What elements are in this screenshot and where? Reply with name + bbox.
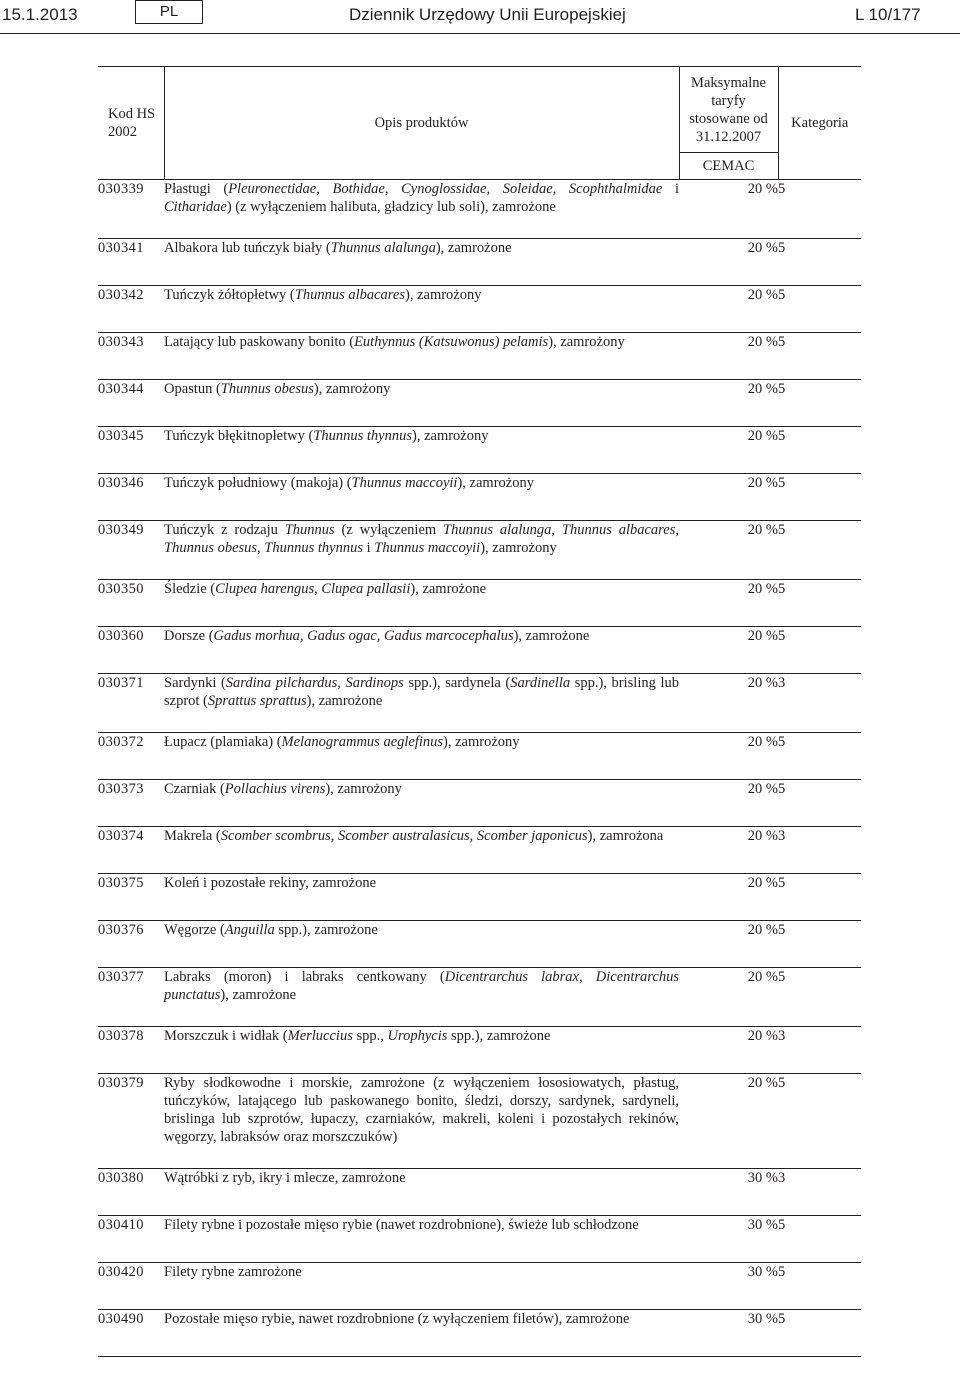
description-cell: Pozostałe mięso rybie, nawet rozdrobnione (z wyłączeniem filetów), zamrożone bbox=[164, 1310, 679, 1357]
hs-code-cell: 030380 bbox=[98, 1169, 164, 1216]
category-cell: 5 bbox=[778, 286, 861, 333]
header-rule bbox=[0, 33, 960, 34]
hs-code-cell: 030371 bbox=[98, 674, 164, 733]
table-row bbox=[98, 286, 861, 333]
description-cell: Dorsze (Gadus morhua, Gadus ogac, Gadus marcocephalus), zamrożone bbox=[164, 627, 679, 674]
language-badge: PL bbox=[135, 0, 203, 24]
hs-code-cell: 030345 bbox=[98, 427, 164, 474]
table-row bbox=[98, 1074, 861, 1169]
table-row bbox=[98, 1169, 861, 1216]
description-cell: Filety rybne i pozostałe mięso rybie (nawet rozdrobnione), świeże lub schłodzone bbox=[164, 1216, 679, 1263]
hs-code-cell: 030339 bbox=[98, 180, 164, 239]
description-cell: Tuńczyk błękitnopłetwy (Thunnus thynnus), zamrożony bbox=[164, 427, 679, 474]
hs-code-header-line1: Kod HS bbox=[108, 106, 156, 122]
description-cell: Śledzie (Clupea harengus, Clupea pallasii), zamrożone bbox=[164, 580, 679, 627]
description-cell: Tuńczyk południowy (makoja) (Thunnus maccoyii), zamrożony bbox=[164, 474, 679, 521]
hs-code-cell: 030490 bbox=[98, 1310, 164, 1357]
description-cell: Tuńczyk żółtopłetwy (Thunnus albacares), zamrożony bbox=[164, 286, 679, 333]
rate-cell: 20 % bbox=[679, 627, 778, 674]
category-cell: 3 bbox=[778, 1027, 861, 1074]
table-row bbox=[98, 968, 861, 1027]
category-cell: 5 bbox=[778, 474, 861, 521]
table-row bbox=[98, 180, 861, 239]
category-cell: 5 bbox=[778, 921, 861, 968]
rate-cell: 20 % bbox=[679, 286, 778, 333]
table-row bbox=[98, 921, 861, 968]
rate-cell: 20 % bbox=[679, 1027, 778, 1074]
category-cell: 5 bbox=[778, 1216, 861, 1263]
category-cell: 5 bbox=[778, 427, 861, 474]
rate-header-line2: stosowane od bbox=[689, 110, 768, 127]
rate-cell: 30 % bbox=[679, 1169, 778, 1216]
rate-cell: 20 % bbox=[679, 474, 778, 521]
category-cell: 5 bbox=[778, 239, 861, 286]
description-cell: Węgorze (Anguilla spp.), zamrożone bbox=[164, 921, 679, 968]
hs-code-cell: 030374 bbox=[98, 827, 164, 874]
hs-code-cell: 030410 bbox=[98, 1216, 164, 1263]
table-row bbox=[98, 239, 861, 286]
rate-header bbox=[679, 67, 778, 153]
category-cell: 5 bbox=[778, 874, 861, 921]
category-cell: 5 bbox=[778, 1310, 861, 1357]
category-cell: 5 bbox=[778, 968, 861, 1027]
rate-header-line1: Maksymalne taryfy bbox=[691, 74, 766, 109]
table-body bbox=[98, 180, 861, 1357]
category-cell: 3 bbox=[778, 1169, 861, 1216]
hs-code-cell: 030375 bbox=[98, 874, 164, 921]
description-cell: Labraks (moron) i labraks centkowany (Dicentrarchus labrax, Dicentrarchus punctatus), zamrożone bbox=[164, 968, 679, 1027]
description-cell: Sardynki (Sardina pilchardus, Sardinops spp.), sardynela (Sardinella spp.), brisling lub szprot (Sprattus sprattus), zamrożone bbox=[164, 674, 679, 733]
rate-cell: 20 % bbox=[679, 674, 778, 733]
description-cell: Makrela (Scomber scombrus, Scomber australasicus, Scomber japonicus), zamrożona bbox=[164, 827, 679, 874]
category-cell: 5 bbox=[778, 333, 861, 380]
table-row bbox=[98, 627, 861, 674]
rate-cell: 20 % bbox=[679, 827, 778, 874]
table-row bbox=[98, 380, 861, 427]
rate-cell: 30 % bbox=[679, 1216, 778, 1263]
hs-code-cell: 030342 bbox=[98, 286, 164, 333]
description-cell: Tuńczyk z rodzaju Thunnus (z wyłączeniem Thunnus alalunga, Thunnus albacares, Thunnus obesus, Thunnus thynnus i Thunnus maccoyii), zamrożony bbox=[164, 521, 679, 580]
category-cell: 5 bbox=[778, 521, 861, 580]
rate-cell: 20 % bbox=[679, 380, 778, 427]
hs-code-header bbox=[98, 67, 164, 180]
table-row bbox=[98, 874, 861, 921]
category-cell: 5 bbox=[778, 733, 861, 780]
hs-code-cell: 030420 bbox=[98, 1263, 164, 1310]
rate-header-line3: 31.12.2007 bbox=[695, 128, 762, 145]
hs-code-cell: 030344 bbox=[98, 380, 164, 427]
description-cell: Czarniak (Pollachius virens), zamrożony bbox=[164, 780, 679, 827]
table-row bbox=[98, 780, 861, 827]
description-cell: Ryby słodkowodne i morskie, zamrożone (z wyłączeniem łososiowatych, płastug, tuńczyków, latającego lub paskowanego bonito, śledzi, dorszy, sardynek, sardyneli, brislinga lub szprotów, łupaczy, czarniaków, makreli, koleni i pozostałych rekinów, węgorzy, labraksów oraz morszczuków) bbox=[164, 1074, 679, 1169]
table-row bbox=[98, 1310, 861, 1357]
table-row bbox=[98, 674, 861, 733]
category-cell: 5 bbox=[778, 580, 861, 627]
table-row bbox=[98, 521, 861, 580]
category-cell: 5 bbox=[778, 1263, 861, 1310]
rate-cell: 20 % bbox=[679, 780, 778, 827]
category-cell: 3 bbox=[778, 674, 861, 733]
description-cell: Płastugi (Pleuronectidae, Bothidae, Cynoglossidae, Soleidae, Scophthalmidae i Citharidae) (z wyłączeniem halibuta, gładzicy lub soli), zamrożone bbox=[164, 180, 679, 239]
rate-cell: 20 % bbox=[679, 333, 778, 380]
hs-code-cell: 030376 bbox=[98, 921, 164, 968]
page-reference: L 10/177 bbox=[855, 5, 921, 24]
table-row bbox=[98, 1263, 861, 1310]
hs-code-cell: 030349 bbox=[98, 521, 164, 580]
rate-cell: 20 % bbox=[679, 874, 778, 921]
table-header bbox=[98, 67, 861, 180]
hs-code-cell: 030378 bbox=[98, 1027, 164, 1074]
description-cell: Łupacz (plamiaka) (Melanogrammus aeglefinus), zamrożony bbox=[164, 733, 679, 780]
table-row bbox=[98, 333, 861, 380]
rate-cell: 20 % bbox=[679, 733, 778, 780]
rate-cell: 20 % bbox=[679, 1074, 778, 1169]
description-cell: Opastun (Thunnus obesus), zamrożony bbox=[164, 380, 679, 427]
publication-date: 15.1.2013 bbox=[2, 5, 78, 24]
hs-code-cell: 030343 bbox=[98, 333, 164, 380]
table-row bbox=[98, 1216, 861, 1263]
rate-cell: 20 % bbox=[679, 521, 778, 580]
hs-code-cell: 030372 bbox=[98, 733, 164, 780]
table-row bbox=[98, 427, 861, 474]
hs-code-cell: 030360 bbox=[98, 627, 164, 674]
rate-cell: 20 % bbox=[679, 921, 778, 968]
hs-code-header-line2: 2002 bbox=[108, 124, 137, 140]
description-header: Opis produktów bbox=[164, 67, 679, 180]
table-row bbox=[98, 1027, 861, 1074]
rate-subheader: CEMAC bbox=[679, 153, 778, 180]
table-row bbox=[98, 474, 861, 521]
hs-code-cell: 030350 bbox=[98, 580, 164, 627]
category-cell: 5 bbox=[778, 180, 861, 239]
category-cell: 5 bbox=[778, 780, 861, 827]
category-cell: 5 bbox=[778, 627, 861, 674]
category-cell: 5 bbox=[778, 1074, 861, 1169]
hs-code-cell: 030373 bbox=[98, 780, 164, 827]
category-header: Kategoria bbox=[778, 67, 861, 180]
table-row bbox=[98, 733, 861, 780]
rate-cell: 20 % bbox=[679, 239, 778, 286]
hs-code-cell: 030377 bbox=[98, 968, 164, 1027]
journal-title: Dziennik Urzędowy Unii Europejskiej bbox=[349, 5, 626, 24]
description-cell: Filety rybne zamrożone bbox=[164, 1263, 679, 1310]
description-cell: Koleń i pozostałe rekiny, zamrożone bbox=[164, 874, 679, 921]
tariff-table bbox=[98, 66, 861, 1357]
rate-cell: 30 % bbox=[679, 1310, 778, 1357]
table-row bbox=[98, 580, 861, 627]
hs-code-cell: 030346 bbox=[98, 474, 164, 521]
category-cell: 3 bbox=[778, 827, 861, 874]
description-cell: Albakora lub tuńczyk biały (Thunnus alalunga), zamrożone bbox=[164, 239, 679, 286]
description-cell: Latający lub paskowany bonito (Euthynnus (Katsuwonus) pelamis), zamrożony bbox=[164, 333, 679, 380]
hs-code-cell: 030379 bbox=[98, 1074, 164, 1169]
rate-cell: 20 % bbox=[679, 580, 778, 627]
page-header bbox=[0, 0, 960, 28]
description-cell: Morszczuk i widłak (Merluccius spp., Urophycis spp.), zamrożone bbox=[164, 1027, 679, 1074]
rate-cell: 20 % bbox=[679, 427, 778, 474]
category-cell: 5 bbox=[778, 380, 861, 427]
rate-cell: 20 % bbox=[679, 180, 778, 239]
description-cell: Wątróbki z ryb, ikry i mlecze, zamrożone bbox=[164, 1169, 679, 1216]
hs-code-cell: 030341 bbox=[98, 239, 164, 286]
rate-cell: 20 % bbox=[679, 968, 778, 1027]
table-row bbox=[98, 827, 861, 874]
rate-cell: 30 % bbox=[679, 1263, 778, 1310]
